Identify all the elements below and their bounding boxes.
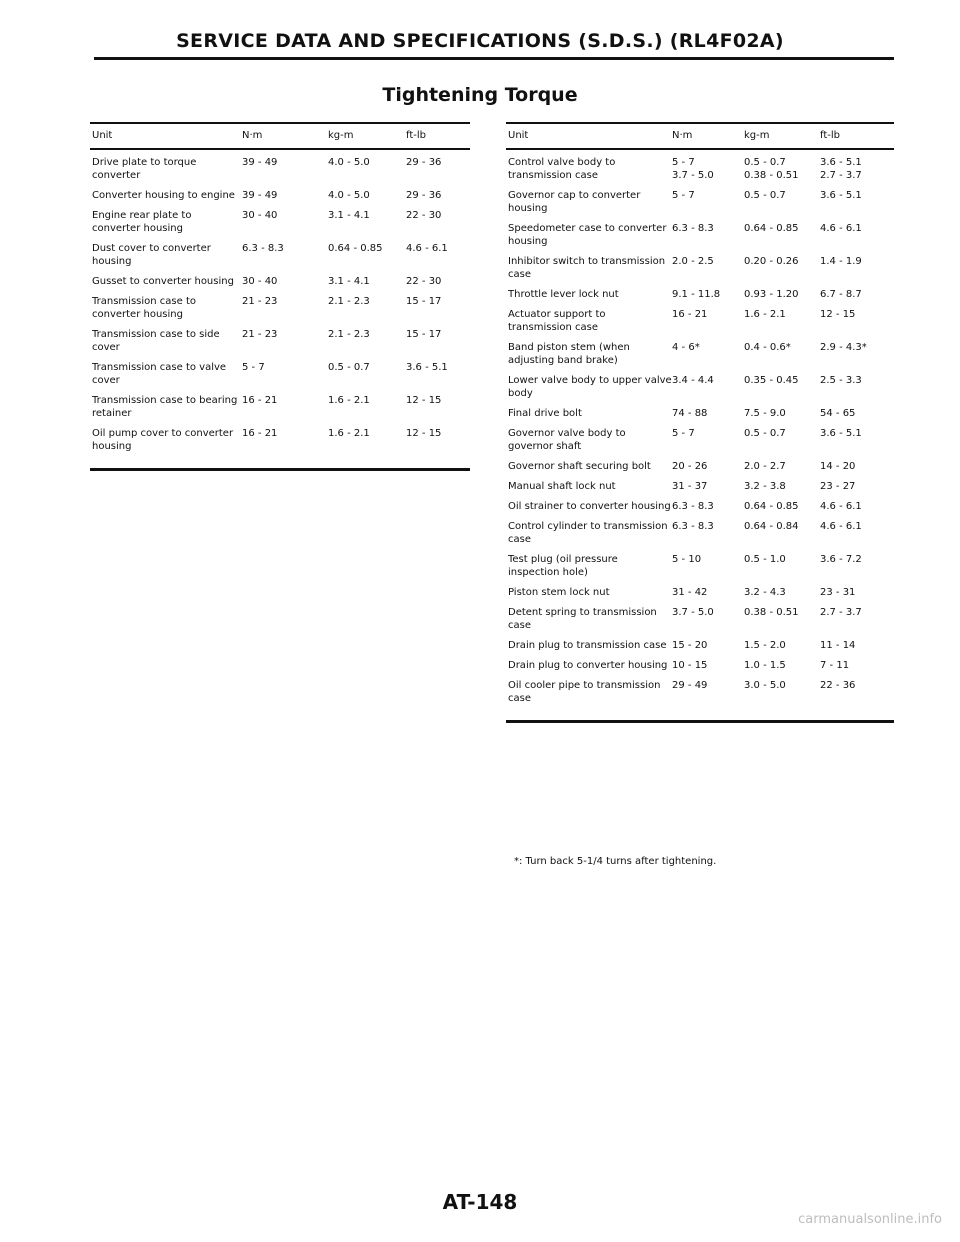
cell-ftlb [406, 295, 470, 321]
cell-unit [506, 606, 672, 632]
cell-kgm [328, 427, 406, 453]
cell-nm [242, 242, 328, 268]
cell-ftlb-value: 6.7 - 8.7 [820, 289, 862, 300]
cell-nm [242, 394, 328, 420]
cell-nm [672, 500, 744, 513]
cell-nm [672, 374, 744, 400]
cell-nm-value: 5 - 7 [242, 362, 265, 373]
cell-nm [672, 480, 744, 493]
cell-unit [506, 659, 672, 672]
col-kgm: kg-m [328, 130, 354, 141]
cell-ftlb [820, 407, 894, 420]
cell-unit [506, 427, 672, 453]
cell-ftlb-value: 22 - 30 [406, 276, 442, 287]
cell-nm [672, 288, 744, 301]
table-bottom-rule [506, 720, 894, 723]
cell-kgm-value: 1.6 - 2.1 [744, 309, 786, 320]
col-nm: N·m [242, 130, 263, 141]
cell-kgm [744, 553, 820, 579]
cell-nm [672, 308, 744, 334]
cell-kgm-value: 0.64 - 0.85 [744, 223, 799, 234]
cell-unit-value: Throttle lever lock nut [508, 289, 619, 300]
cell-kgm-value-2: 0.38 - 0.51 [744, 170, 799, 181]
cell-unit [506, 222, 672, 248]
cell-unit-value: Control valve body to transmission case [508, 157, 616, 181]
cell-nm-value: 5 - 10 [672, 554, 702, 565]
table-row [90, 361, 470, 387]
cell-nm-value: 16 - 21 [242, 428, 278, 439]
cell-nm-value: 74 - 88 [672, 408, 708, 419]
cell-nm [672, 639, 744, 652]
table-row [90, 394, 470, 420]
cell-kgm-value: 1.5 - 2.0 [744, 640, 786, 651]
cell-ftlb-value: 3.6 - 5.1 [820, 190, 862, 201]
cell-nm-value: 5 - 7 [672, 190, 695, 201]
cell-nm [672, 341, 744, 367]
cell-nm-value: 29 - 49 [672, 680, 708, 691]
cell-nm-value: 10 - 15 [672, 660, 708, 671]
cell-kgm [744, 480, 820, 493]
cell-ftlb [820, 255, 894, 281]
cell-unit [506, 480, 672, 493]
cell-unit [90, 328, 242, 354]
cell-kgm-value: 0.5 - 0.7 [744, 190, 786, 201]
table-row [506, 427, 894, 453]
cell-kgm [744, 639, 820, 652]
table-row [506, 189, 894, 215]
cell-ftlb [820, 679, 894, 705]
cell-ftlb-value: 3.6 - 5.1 [820, 157, 862, 168]
cell-kgm-value: 0.64 - 0.85 [328, 243, 383, 254]
cell-nm [242, 156, 328, 182]
cell-ftlb [820, 189, 894, 215]
cell-unit-value: Gusset to converter housing [92, 276, 234, 287]
cell-ftlb [820, 308, 894, 334]
cell-ftlb [406, 156, 470, 182]
table-row [506, 500, 894, 513]
cell-unit [506, 189, 672, 215]
cell-unit [506, 407, 672, 420]
table-row [90, 275, 470, 288]
cell-ftlb-value: 29 - 36 [406, 190, 442, 201]
cell-ftlb-value: 4.6 - 6.1 [820, 521, 862, 532]
cell-nm-value: 31 - 42 [672, 587, 708, 598]
cell-unit-value: Converter housing to engine [92, 190, 235, 201]
cell-unit [506, 460, 672, 473]
cell-unit [90, 394, 242, 420]
cell-nm-value: 2.0 - 2.5 [672, 256, 714, 267]
cell-nm-value: 6.3 - 8.3 [672, 521, 714, 532]
page-number: AT-148 [442, 1190, 518, 1214]
cell-nm [672, 679, 744, 705]
cell-unit-value: Governor valve body to governor shaft [508, 428, 626, 452]
cell-kgm-value: 4.0 - 5.0 [328, 190, 370, 201]
cell-unit-value: Manual shaft lock nut [508, 481, 616, 492]
cell-nm [672, 156, 744, 182]
cell-ftlb-value: 2.7 - 3.7 [820, 607, 862, 618]
cell-nm-value: 21 - 23 [242, 296, 278, 307]
cell-ftlb [820, 460, 894, 473]
cell-ftlb-value: 23 - 27 [820, 481, 856, 492]
cell-nm-value: 30 - 40 [242, 210, 278, 221]
cell-kgm [328, 328, 406, 354]
cell-kgm-value: 1.6 - 2.1 [328, 428, 370, 439]
cell-nm-value: 39 - 49 [242, 157, 278, 168]
cell-unit-value: Engine rear plate to converter housing [92, 210, 192, 234]
header-title: SERVICE DATA AND SPECIFICATIONS (S.D.S.) (RL4F02A) [176, 30, 784, 52]
cell-kgm [744, 255, 820, 281]
cell-nm [242, 295, 328, 321]
cell-nm [672, 606, 744, 632]
cell-kgm [744, 189, 820, 215]
cell-unit-value: Test plug (oil pressure inspection hole) [508, 554, 618, 578]
cell-unit-value: Actuator support to transmission case [508, 309, 606, 333]
cell-nm [672, 460, 744, 473]
cell-nm [672, 659, 744, 672]
cell-nm-value: 16 - 21 [242, 395, 278, 406]
cell-unit-value: Lower valve body to upper valve body [508, 375, 672, 399]
cell-nm-value: 15 - 20 [672, 640, 708, 651]
table-row [506, 255, 894, 281]
cell-nm-value: 5 - 7 [672, 157, 695, 168]
cell-nm [672, 520, 744, 546]
cell-unit-value: Governor cap to converter housing [508, 190, 641, 214]
cell-nm [672, 586, 744, 599]
cell-ftlb-value: 54 - 65 [820, 408, 856, 419]
cell-unit-value: Final drive bolt [508, 408, 582, 419]
table-row [506, 222, 894, 248]
cell-unit [90, 242, 242, 268]
cell-ftlb [820, 586, 894, 599]
cell-ftlb [820, 374, 894, 400]
cell-kgm-value: 0.4 - 0.6* [744, 342, 791, 353]
cell-ftlb-value: 29 - 36 [406, 157, 442, 168]
table-row [506, 520, 894, 546]
cell-ftlb [820, 480, 894, 493]
cell-unit-value: Control cylinder to transmission case [508, 521, 668, 545]
table-row [506, 480, 894, 493]
cell-kgm-value: 3.2 - 4.3 [744, 587, 786, 598]
cell-ftlb [406, 394, 470, 420]
table-row [506, 659, 894, 672]
header-rule [94, 57, 894, 60]
cell-ftlb [820, 520, 894, 546]
cell-ftlb [406, 361, 470, 387]
cell-unit [506, 156, 672, 182]
cell-nm-value: 3.7 - 5.0 [672, 607, 714, 618]
cell-ftlb [406, 427, 470, 453]
table-row [506, 586, 894, 599]
cell-kgm [328, 242, 406, 268]
cell-ftlb [820, 288, 894, 301]
cell-kgm [744, 222, 820, 248]
cell-kgm-value: 2.0 - 2.7 [744, 461, 786, 472]
cell-kgm [744, 341, 820, 367]
cell-nm [242, 361, 328, 387]
cell-ftlb [820, 659, 894, 672]
cell-unit-value: Transmission case to bearing retainer [92, 395, 238, 419]
cell-ftlb-value: 7 - 11 [820, 660, 850, 671]
cell-ftlb-value: 22 - 30 [406, 210, 442, 221]
cell-kgm [744, 288, 820, 301]
cell-ftlb-value: 4.6 - 6.1 [406, 243, 448, 254]
cell-ftlb-value: 12 - 15 [406, 428, 442, 439]
cell-kgm [328, 394, 406, 420]
cell-kgm [744, 520, 820, 546]
table-row [90, 295, 470, 321]
cell-kgm [328, 275, 406, 288]
cell-kgm-value: 1.0 - 1.5 [744, 660, 786, 671]
cell-nm-value: 6.3 - 8.3 [672, 501, 714, 512]
cell-ftlb [820, 639, 894, 652]
cell-unit [506, 255, 672, 281]
cell-kgm-value: 0.5 - 1.0 [744, 554, 786, 565]
cell-nm [242, 189, 328, 202]
cell-unit [90, 156, 242, 182]
cell-ftlb-value: 22 - 36 [820, 680, 856, 691]
cell-unit-value: Detent spring to transmission case [508, 607, 657, 631]
cell-nm [672, 189, 744, 215]
cell-kgm-value: 1.6 - 2.1 [328, 395, 370, 406]
cell-ftlb [406, 328, 470, 354]
table-row [506, 553, 894, 579]
cell-unit [90, 295, 242, 321]
cell-nm-value: 4 - 6* [672, 342, 700, 353]
cell-kgm-value: 7.5 - 9.0 [744, 408, 786, 419]
table-bottom-rule [90, 468, 470, 471]
cell-unit [506, 639, 672, 652]
cell-kgm-value: 0.5 - 0.7 [744, 428, 786, 439]
cell-nm-value: 5 - 7 [672, 428, 695, 439]
cell-kgm [744, 407, 820, 420]
cell-unit-value: Drain plug to converter housing [508, 660, 668, 671]
cell-unit-value: Governor shaft securing bolt [508, 461, 651, 472]
table-row [506, 308, 894, 334]
cell-ftlb-value: 3.6 - 5.1 [820, 428, 862, 439]
footnote: *: Turn back 5-1/4 turns after tightening. [514, 856, 717, 867]
cell-kgm-value: 3.1 - 4.1 [328, 210, 370, 221]
table-row [90, 242, 470, 268]
cell-unit [506, 520, 672, 546]
cell-unit [506, 374, 672, 400]
cell-unit-value: Transmission case to side cover [92, 329, 220, 353]
cell-unit-value: Oil pump cover to converter housing [92, 428, 234, 452]
table-row [90, 427, 470, 453]
cell-ftlb [820, 500, 894, 513]
table-header [90, 124, 470, 148]
cell-nm-value: 16 - 21 [672, 309, 708, 320]
col-unit: Unit [92, 130, 113, 141]
cell-ftlb [406, 189, 470, 202]
cell-ftlb [406, 209, 470, 235]
table-row [90, 328, 470, 354]
col-ftlb: ft-lb [820, 130, 840, 141]
cell-kgm-value: 0.5 - 0.7 [744, 157, 786, 168]
cell-kgm-value: 0.64 - 0.85 [744, 501, 799, 512]
cell-ftlb-value-2: 2.7 - 3.7 [820, 170, 862, 181]
cell-kgm-value: 0.35 - 0.45 [744, 375, 799, 386]
cell-kgm [744, 679, 820, 705]
cell-unit [506, 308, 672, 334]
cell-kgm [744, 460, 820, 473]
table-row [506, 288, 894, 301]
cell-unit [506, 586, 672, 599]
table-row [506, 606, 894, 632]
col-nm: N·m [672, 130, 693, 141]
cell-ftlb [406, 275, 470, 288]
cell-kgm-value: 0.20 - 0.26 [744, 256, 799, 267]
cell-unit [90, 427, 242, 453]
cell-kgm [744, 586, 820, 599]
cell-kgm [328, 361, 406, 387]
cell-nm-value: 20 - 26 [672, 461, 708, 472]
table-row [506, 679, 894, 705]
cell-unit-value: Band piston stem (when adjusting band brake) [508, 342, 630, 366]
cell-kgm [744, 308, 820, 334]
cell-nm [672, 427, 744, 453]
table-body [90, 150, 470, 468]
cell-kgm-value: 2.1 - 2.3 [328, 296, 370, 307]
cell-ftlb [820, 427, 894, 453]
cell-kgm-value: 3.2 - 3.8 [744, 481, 786, 492]
cell-unit-value: Oil strainer to converter housing [508, 501, 671, 512]
watermark: carmanualsonline.info [798, 1212, 942, 1227]
cell-kgm-value: 3.1 - 4.1 [328, 276, 370, 287]
table-row [506, 460, 894, 473]
cell-unit [506, 341, 672, 367]
cell-ftlb-value: 11 - 14 [820, 640, 856, 651]
cell-nm-value: 39 - 49 [242, 190, 278, 201]
cell-unit [506, 679, 672, 705]
table-row [90, 156, 470, 182]
cell-ftlb [406, 242, 470, 268]
cell-nm [672, 553, 744, 579]
cell-nm [242, 275, 328, 288]
table-row [90, 209, 470, 235]
cell-kgm-value: 2.1 - 2.3 [328, 329, 370, 340]
cell-unit-value: Speedometer case to converter housing [508, 223, 667, 247]
cell-kgm [744, 659, 820, 672]
cell-kgm-value: 4.0 - 5.0 [328, 157, 370, 168]
cell-ftlb-value: 3.6 - 7.2 [820, 554, 862, 565]
table-row [506, 407, 894, 420]
cell-kgm-value: 0.93 - 1.20 [744, 289, 799, 300]
cell-kgm [744, 156, 820, 182]
table-header [506, 124, 894, 148]
cell-nm-value: 6.3 - 8.3 [242, 243, 284, 254]
table-row [90, 189, 470, 202]
cell-kgm-value: 0.38 - 0.51 [744, 607, 799, 618]
cell-nm [672, 407, 744, 420]
cell-unit-value: Drain plug to transmission case [508, 640, 667, 651]
cell-kgm [744, 374, 820, 400]
cell-ftlb-value: 12 - 15 [406, 395, 442, 406]
cell-unit-value: Transmission case to valve cover [92, 362, 227, 386]
section-title: Tightening Torque [382, 84, 578, 106]
table-body [506, 150, 894, 720]
cell-kgm [744, 606, 820, 632]
col-ftlb: ft-lb [406, 130, 426, 141]
cell-nm-value: 30 - 40 [242, 276, 278, 287]
cell-nm-value: 3.4 - 4.4 [672, 375, 714, 386]
cell-unit-value: Drive plate to torque converter [92, 157, 197, 181]
cell-ftlb-value: 1.4 - 1.9 [820, 256, 862, 267]
cell-ftlb-value: 12 - 15 [820, 309, 856, 320]
cell-nm [672, 222, 744, 248]
cell-ftlb-value: 2.5 - 3.3 [820, 375, 862, 386]
cell-unit-value: Inhibitor switch to transmission case [508, 256, 666, 280]
col-kgm: kg-m [744, 130, 770, 141]
cell-ftlb-value: 2.9 - 4.3* [820, 342, 867, 353]
cell-ftlb [820, 156, 894, 182]
cell-nm-value: 6.3 - 8.3 [672, 223, 714, 234]
cell-ftlb-value: 4.6 - 6.1 [820, 223, 862, 234]
table-row [506, 341, 894, 367]
cell-kgm [328, 189, 406, 202]
cell-unit-value: Dust cover to converter housing [92, 243, 211, 267]
cell-nm [672, 255, 744, 281]
cell-unit-value: Transmission case to converter housing [92, 296, 196, 320]
cell-ftlb-value: 15 - 17 [406, 329, 442, 340]
cell-unit [506, 500, 672, 513]
cell-unit-value: Piston stem lock nut [508, 587, 610, 598]
cell-nm-value-2: 3.7 - 5.0 [672, 170, 714, 181]
cell-kgm-value: 3.0 - 5.0 [744, 680, 786, 691]
cell-kgm [328, 209, 406, 235]
cell-ftlb-value: 23 - 31 [820, 587, 856, 598]
col-unit: Unit [508, 130, 529, 141]
torque-table-right [506, 122, 894, 723]
cell-ftlb [820, 222, 894, 248]
cell-nm-value: 21 - 23 [242, 329, 278, 340]
cell-kgm-value: 0.64 - 0.84 [744, 521, 799, 532]
cell-kgm [328, 156, 406, 182]
cell-unit-value: Oil cooler pipe to transmission case [508, 680, 661, 704]
cell-nm [242, 427, 328, 453]
cell-unit [90, 361, 242, 387]
cell-kgm-value: 0.5 - 0.7 [328, 362, 370, 373]
table-row [506, 156, 894, 182]
cell-nm [242, 328, 328, 354]
cell-ftlb [820, 341, 894, 367]
cell-kgm [744, 500, 820, 513]
cell-ftlb-value: 3.6 - 5.1 [406, 362, 448, 373]
table-row [506, 374, 894, 400]
cell-ftlb-value: 15 - 17 [406, 296, 442, 307]
table-row [506, 639, 894, 652]
cell-ftlb-value: 14 - 20 [820, 461, 856, 472]
cell-ftlb-value: 4.6 - 6.1 [820, 501, 862, 512]
cell-kgm [328, 295, 406, 321]
cell-nm-value: 9.1 - 11.8 [672, 289, 721, 300]
cell-nm-value: 31 - 37 [672, 481, 708, 492]
torque-table-left [90, 122, 470, 471]
cell-unit [506, 288, 672, 301]
cell-unit [506, 553, 672, 579]
cell-ftlb [820, 606, 894, 632]
cell-nm [242, 209, 328, 235]
cell-kgm [744, 427, 820, 453]
cell-unit [90, 275, 242, 288]
cell-unit [90, 189, 242, 202]
cell-ftlb [820, 553, 894, 579]
cell-unit [90, 209, 242, 235]
